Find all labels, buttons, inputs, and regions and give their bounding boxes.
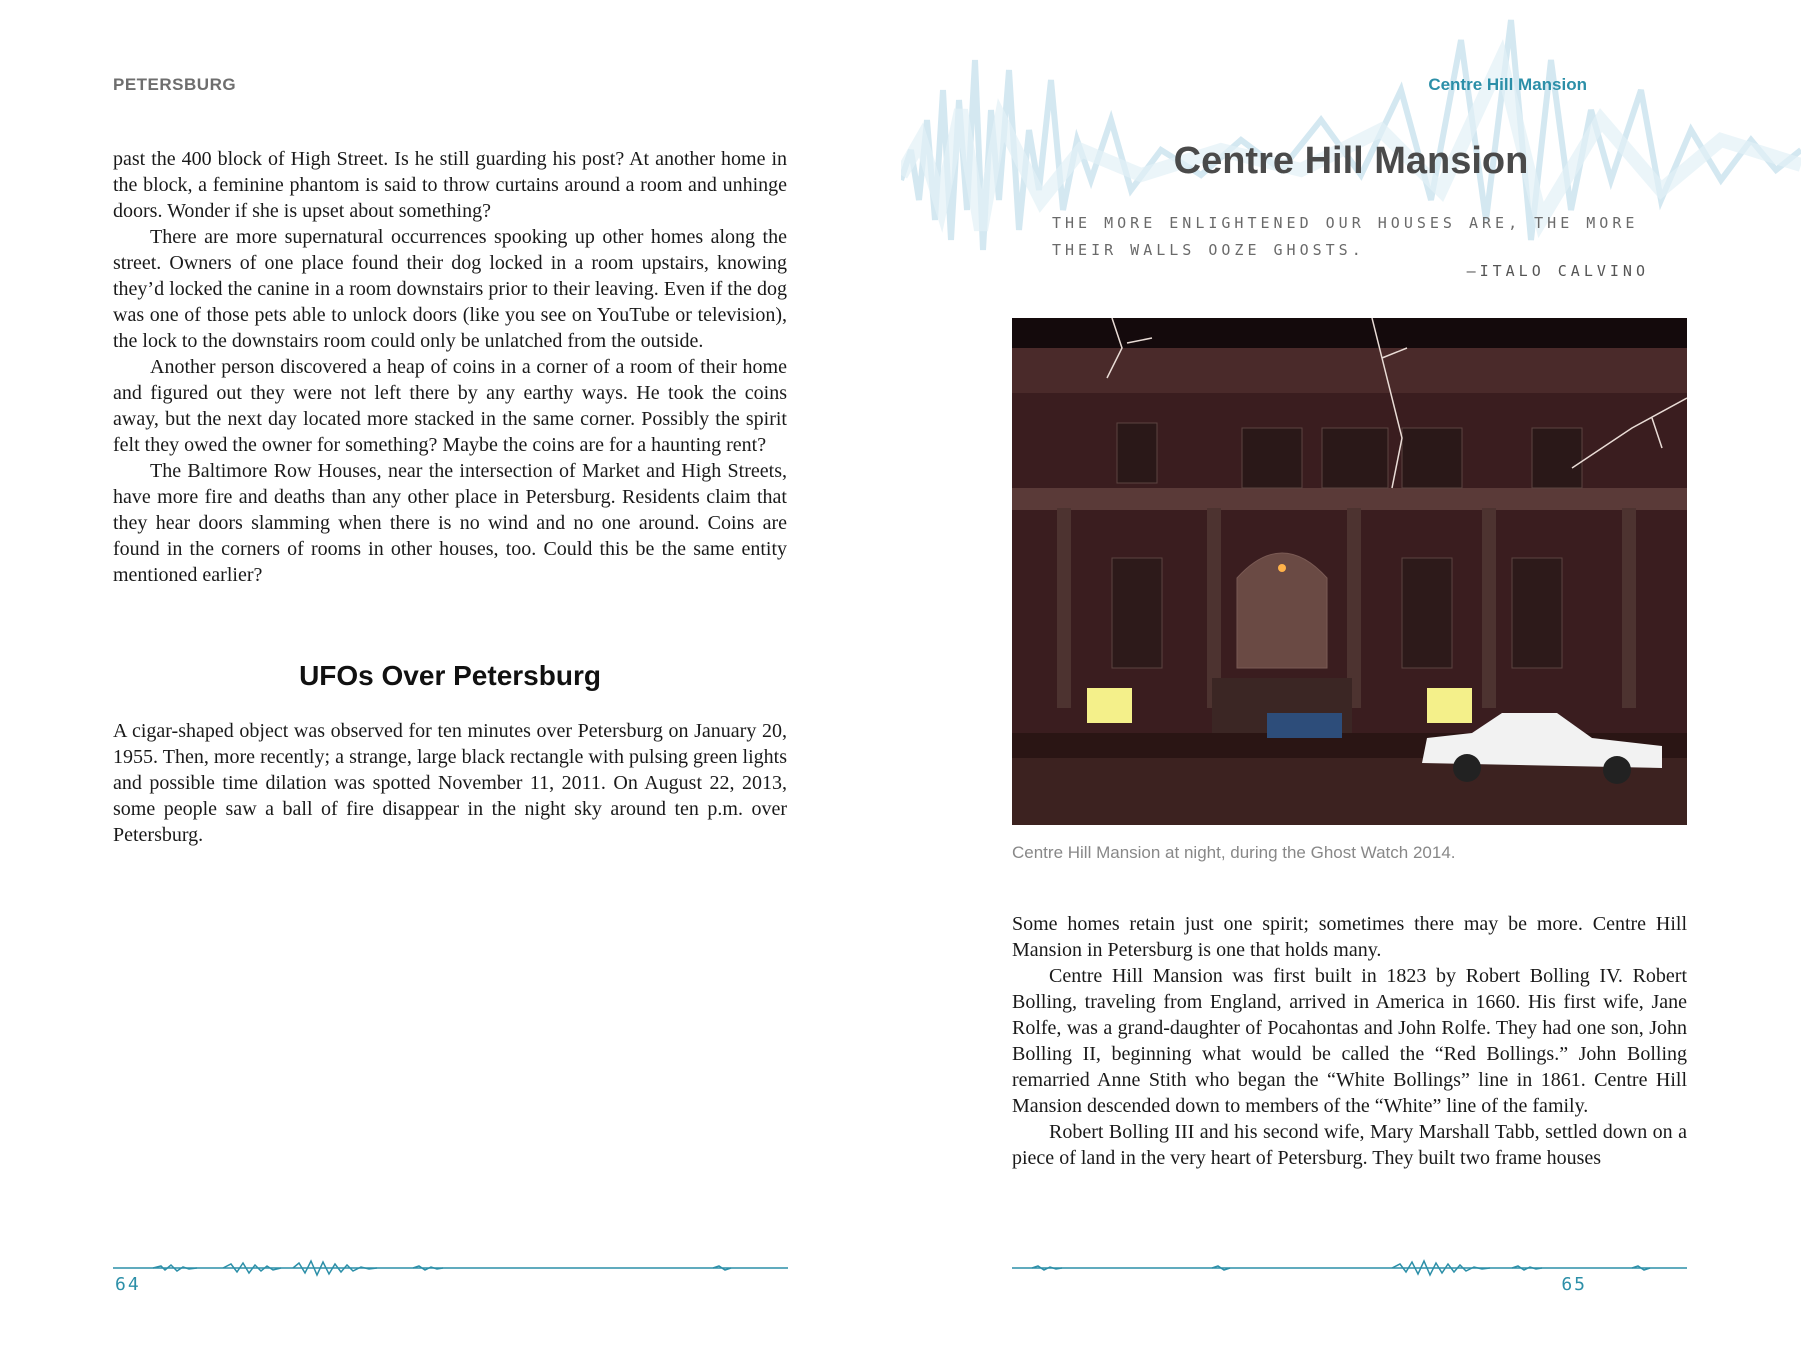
left-page — [0, 0, 900, 1350]
paragraph: Another person discovered a heap of coins in a corner of a room of their home and figured out they were not left there by any earthy ways. He took the coins away, but the next day located more stacked in the same corner. Possibly the spirit felt they owed the owner for something? Maybe the coins are for a haunting rent? — [113, 356, 787, 456]
footer-wave-ornament — [113, 1258, 788, 1278]
centre-hill-mansion-photo — [1012, 318, 1687, 825]
paragraph: Some homes retain just one spirit; sometimes there may be more. Centre Hill Mansion in Petersburg is one that holds many. — [1012, 913, 1687, 961]
page-number: 64 — [115, 1274, 141, 1295]
running-head: Centre Hill Mansion — [1428, 75, 1587, 94]
paragraph: The Baltimore Row Houses, near the intersection of Market and High Streets, have more fire and deaths than any other place in Petersburg. Residents claim that they hear doors slamming when there is no wind and no one around. Coins are found in the corners of rooms in other houses, too. Could this be the same entity mentioned earlier? — [113, 460, 787, 586]
paragraph: past the 400 block of High Street. Is he still guarding his post? At another home in the block, a feminine phantom is said to throw curtains around a room and unhinge doors. Wonder if she is upset about something? — [113, 148, 787, 222]
paragraph: Robert Bolling III and his second wife, Mary Marshall Tabb, settled down on a piece of land in the very heart of Petersburg. They built two frame houses — [1012, 1121, 1687, 1169]
chapter-title: Centre Hill Mansion — [1173, 140, 1529, 182]
body-text — [1012, 911, 1687, 1171]
photo-caption: Centre Hill Mansion at night, during the Ghost Watch 2014. — [1012, 843, 1456, 862]
right-page — [901, 0, 1801, 1350]
epigraph-attribution: —ITALO CALVINO — [1466, 262, 1649, 280]
paragraph: There are more supernatural occurrences spooking up other homes along the street. Owners of one place found their dog locked in a room upstairs, knowing they’d locked the canine in a room downstairs prior to their leaving. Even if the dog was one of those pets able to unlock doors (like you see on YouTube or television), the lock to the downstairs room could only be unlatched from the outside. — [113, 226, 787, 352]
body-text — [113, 146, 787, 588]
ufo-body-text — [113, 718, 787, 848]
section-heading: UFOs Over Petersburg — [299, 660, 601, 691]
running-head: PETERSBURG — [113, 75, 237, 94]
paragraph: A cigar-shaped object was observed for ten minutes over Petersburg on January 20, 1955. Then, more recently; a strange, large black rectangle with pulsing green lights and possible time dilation was spotted November 11, 2011. On August 22, 2013, some people saw a ball of fire disappear in the night sky around ten p.m. over Petersburg. — [113, 720, 787, 846]
paragraph: Centre Hill Mansion was first built in 1823 by Robert Bolling IV. Robert Bolling, traveling from England, arrived in America in 1660. His first wife, Jane Rolfe, was a grand-daughter of Pocahontas and John Rolfe. They had one son, John Bolling II, beginning what would be called the “Red Bollings.” John Bolling remarried Anne Stith who began the “White Bollings” line in 1861. Centre Hill Mansion descended down to members of the “White” line of the family. — [1012, 965, 1687, 1117]
epigraph-quote: THE MORE ENLIGHTENED OUR HOUSES ARE, THE MORE THEIR WALLS OOZE GHOSTS. — [1052, 214, 1639, 259]
page-number: 65 — [1561, 1274, 1587, 1295]
